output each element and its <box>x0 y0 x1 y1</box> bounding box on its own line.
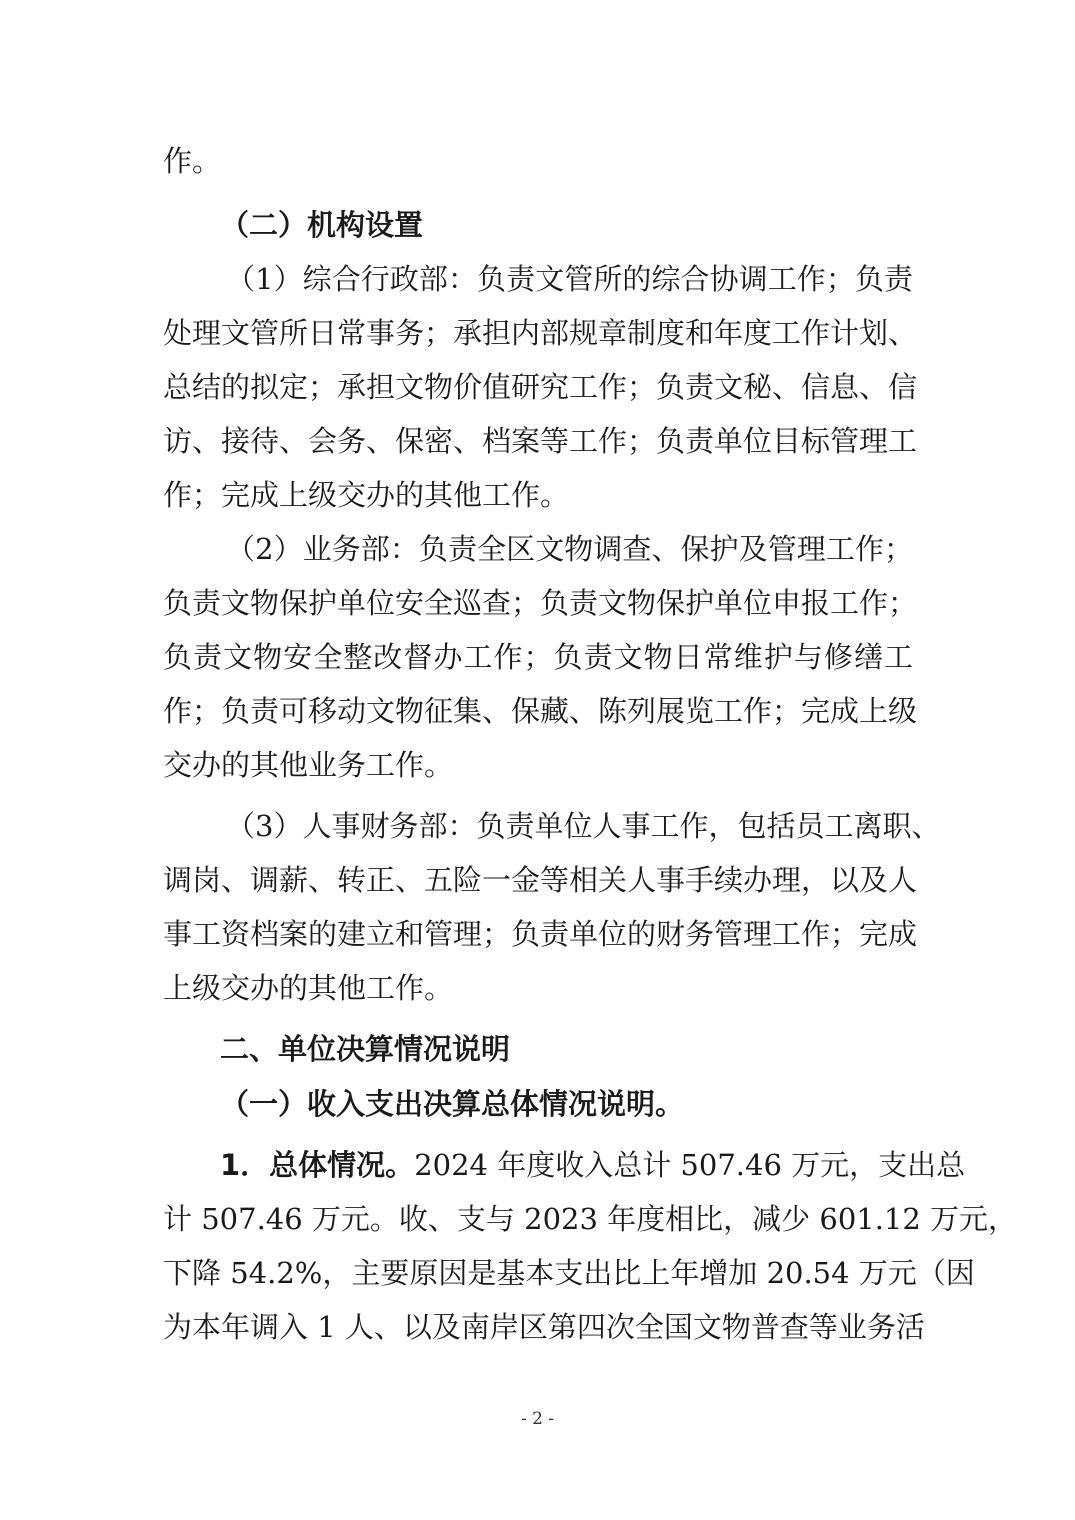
paragraph-lead-overall: 1．总体情况。 <box>220 1148 415 1182</box>
text-line: （1）综合行政部：负责文管所的综合协调工作；负责 <box>226 262 913 296</box>
text-line: 调岗、调薪、转正、五险一金等相关人事手续办理，以及人 <box>163 863 918 897</box>
text-line: 下降 54.2%，主要原因是基本支出比上年增加 20.54 万元（因 <box>163 1256 975 1290</box>
section-heading-final-accounts: 二、单位决算情况说明 <box>220 1032 511 1066</box>
subsection-heading-income-expenditure: （一）收入支出决算总体情况说明。 <box>220 1087 685 1121</box>
text-line: 作；完成上级交办的其他工作。 <box>163 478 570 512</box>
text-line: 访、接待、会务、保密、档案等工作；负责单位目标管理工 <box>163 424 918 458</box>
text-line: 为本年调入 1 人、以及南岸区第四次全国文物普查等业务活 <box>163 1310 925 1344</box>
section-heading-institution-setup: （二）机构设置 <box>220 208 424 242</box>
text-line: 总结的拟定；承担文物价值研究工作；负责文秘、信息、信 <box>163 370 918 404</box>
text-line: 交办的其他业务工作。 <box>163 748 454 782</box>
text-line: 处理文管所日常事务；承担内部规章制度和年度工作计划、 <box>163 316 918 350</box>
text-line: 计 507.46 万元。收、支与 2023 年度相比，减少 601.12 万元， <box>163 1202 1018 1236</box>
text-line: 作。 <box>163 144 222 178</box>
text-line: （3）人事财务部：负责单位人事工作，包括员工离职、 <box>226 809 941 843</box>
text-line: （2）业务部：负责全区文物调查、保护及管理工作； <box>226 532 913 566</box>
text-line: 负责文物保护单位安全巡查；负责文物保护单位申报工作； <box>163 586 918 620</box>
text-line: 作；负责可移动文物征集、保藏、陈列展览工作；完成上级 <box>163 694 918 728</box>
text-line: 负责文物安全整改督办工作；负责文物日常维护与修缮工 <box>163 640 913 674</box>
page-number: - 2 - <box>520 1409 555 1429</box>
paragraph-text: 2024 年度收入总计 507.46 万元，支出总 <box>414 1148 966 1182</box>
text-line: 上级交办的其他工作。 <box>163 971 454 1005</box>
text-line <box>220 1145 966 1185</box>
text-line: 事工资档案的建立和管理；负责单位的财务管理工作；完成 <box>163 917 918 951</box>
